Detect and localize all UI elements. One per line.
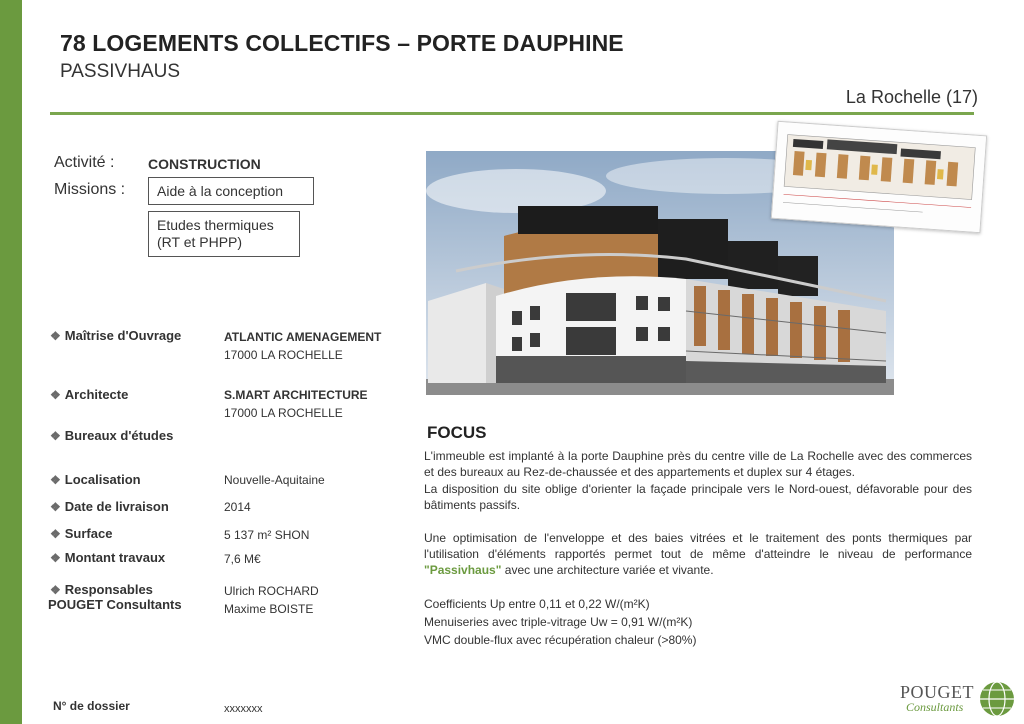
responsable-1: Ulrich ROCHARD xyxy=(224,584,319,598)
diamond-bullet-icon: ❖ xyxy=(50,527,61,541)
mission-2-line1: Etudes thermiques xyxy=(157,217,274,233)
mission-box-1 xyxy=(148,177,314,205)
responsables-label: ❖ Responsables POUGET Consultants xyxy=(48,582,182,612)
plan-thumbnail xyxy=(771,121,987,233)
localisation-label: ❖ Localisation xyxy=(50,472,141,487)
project-city: La Rochelle (17) xyxy=(845,87,978,107)
header-divider xyxy=(50,112,974,115)
globe-icon xyxy=(978,680,1016,718)
spec-line: VMC double-flux avec récupération chaleur (>80%) xyxy=(424,633,697,647)
montant-value: 7,6 M€ xyxy=(224,552,261,566)
diamond-bullet-icon: ❖ xyxy=(50,551,61,565)
moa-city: 17000 LA ROCHELLE xyxy=(224,348,343,362)
mission-1-text: Aide à la conception xyxy=(157,183,284,199)
diamond-bullet-icon: ❖ xyxy=(50,388,61,402)
livraison-label: ❖ Date de livraison xyxy=(50,499,169,514)
moa-label: ❖ Maîtrise d'Ouvrage xyxy=(50,328,182,343)
focus-paragraph-1: L'immeuble est implanté à la porte Dauphine près du centre ville de La Rochelle avec des commerces et des bureaux au Rez-de-chaussée et des appartements et duplex sur 4 étages. xyxy=(424,449,972,479)
bureaux-label: ❖ Bureaux d'études xyxy=(50,428,174,443)
activity-value: CONSTRUCTION xyxy=(148,156,261,172)
logo-sub-text: Consultants xyxy=(906,700,964,714)
livraison-value: 2014 xyxy=(224,500,251,514)
dossier-value: xxxxxxx xyxy=(224,703,263,715)
focus-heading: FOCUS xyxy=(427,423,487,442)
diamond-bullet-icon: ❖ xyxy=(50,329,61,343)
left-accent-bar xyxy=(0,0,22,724)
responsable-2: Maxime BOISTE xyxy=(224,602,314,616)
dossier-label: N° de dossier xyxy=(53,699,130,713)
missions-label: Missions : xyxy=(54,181,126,198)
responsables-value xyxy=(224,582,319,618)
architect-city: 17000 LA ROCHELLE xyxy=(224,406,343,420)
pouget-logo xyxy=(896,680,1018,720)
focus-paragraph-3: Une optimisation de l'enveloppe et des baies vitrées et le traitement des ponts thermiques par l'utilisation d'éléments rapportés permet tout de même d'atteindre le niveau de performance "Passivhaus" avec une architecture variée et vivante. xyxy=(424,531,972,577)
focus-specs xyxy=(424,595,972,649)
spec-line: Coefficients Up entre 0,11 et 0,22 W/(m²K) xyxy=(424,597,650,611)
montant-label: ❖ Montant travaux xyxy=(50,550,166,565)
mission-2-line2: (RT et PHPP) xyxy=(157,234,243,250)
architect-name: S.MART ARCHITECTURE xyxy=(224,388,368,402)
surface-value: 5 137 m² SHON xyxy=(224,528,310,542)
architect-label: ❖ Architecte xyxy=(50,387,129,402)
diamond-bullet-icon: ❖ xyxy=(50,583,61,597)
moa-name: ATLANTIC AMENAGEMENT xyxy=(224,330,382,344)
localisation-value: Nouvelle-Aquitaine xyxy=(224,473,325,487)
activity-label: Activité : xyxy=(54,154,115,171)
diamond-bullet-icon: ❖ xyxy=(50,500,61,514)
focus-paragraph-2: La disposition du site oblige d'orienter la façade principale vers le Nord-ouest, défavorable pour des bâtiments passifs. xyxy=(424,482,972,512)
passivhaus-highlight: "Passivhaus" xyxy=(424,563,502,577)
architect-value xyxy=(224,386,368,422)
page-subtitle: PASSIVHAUS xyxy=(60,61,181,82)
diamond-bullet-icon: ❖ xyxy=(50,473,61,487)
mission-box-2 xyxy=(148,211,300,257)
spec-line: Menuiseries avec triple-vitrage Uw = 0,91 W/(m²K) xyxy=(424,615,693,629)
surface-label: ❖ Surface xyxy=(50,526,113,541)
diamond-bullet-icon: ❖ xyxy=(50,429,61,443)
page-title: 78 LOGEMENTS COLLECTIFS – PORTE DAUPHINE xyxy=(60,30,624,56)
moa-value xyxy=(224,328,381,364)
logo-main-text: POUGET xyxy=(900,682,974,702)
